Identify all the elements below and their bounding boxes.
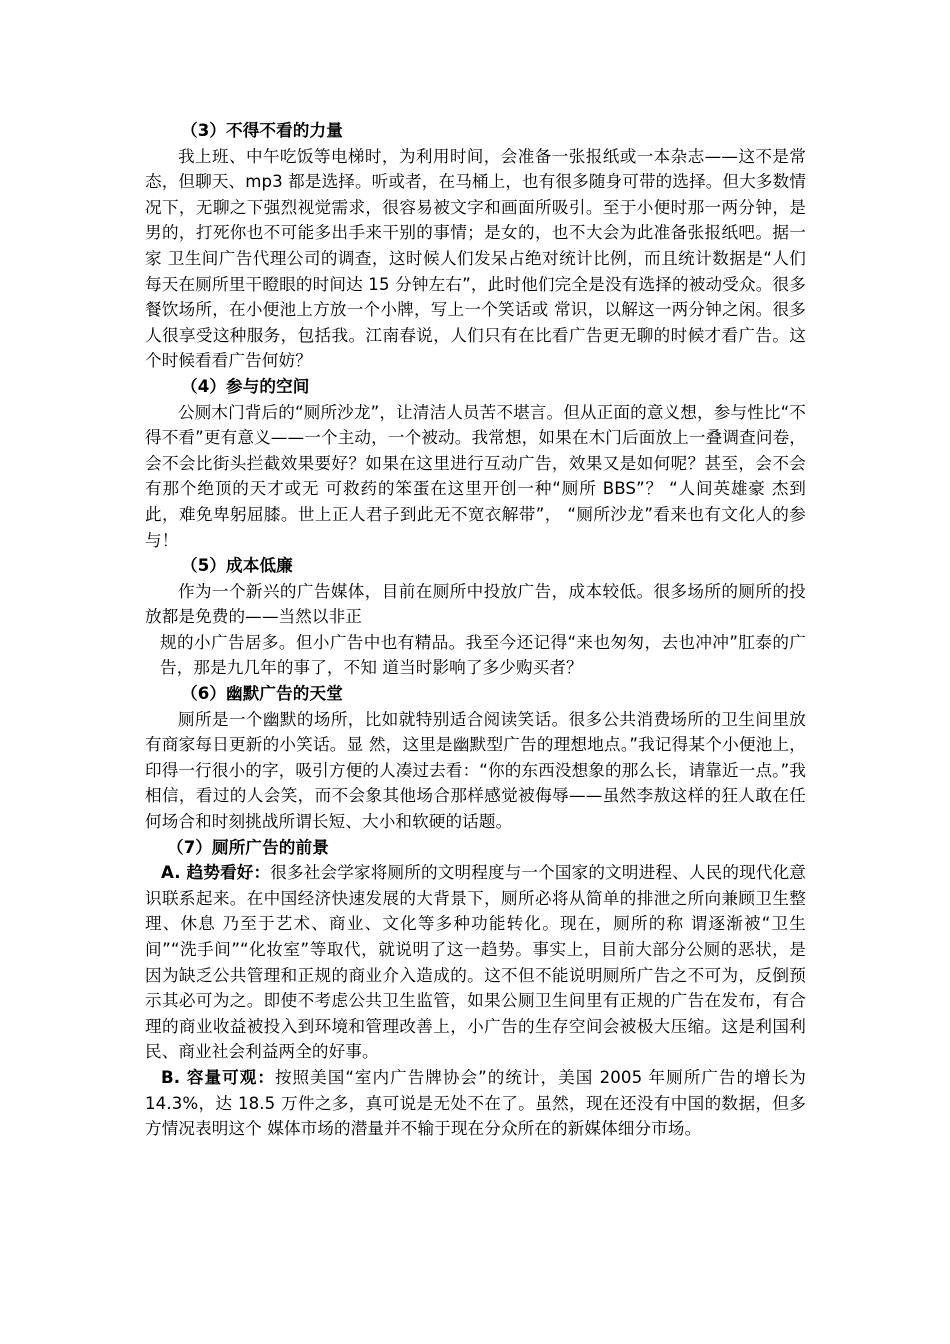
item-a-label: A. 趋势看好： — [161, 863, 271, 883]
section-5-paragraph-1: 作为一个新兴的广告媒体，目前在厕所中投放广告，成本较低。很多场所的厕所的投放都是免费的——当然以非正 — [145, 581, 806, 627]
section-6-paragraph: 厕所是一个幽默的场所，比如就特别适合阅读笑话。很多公共消费场所的卫生间里放有商家每日更新的小笑话。显 然，这里是幽默型广告的理想地点。”我记得某个小便池上，印得一行很小的字，吸引方便的人凑过去看：“你的东西没想象的那么长，请靠近一点。”我相信，看过的人会笑，而不会象其他场合那样感觉被侮辱——虽然李敖这样的狂人敢在任何场合和时刻挑战所谓长短、大小和软硬的话题。 — [145, 709, 806, 832]
section-7-item-a — [145, 860, 806, 1065]
section-6-heading: （6）幽默广告的天堂 — [181, 684, 343, 704]
section-7-item-b — [145, 1065, 806, 1142]
section-5-heading: （5）成本低廉 — [181, 556, 293, 576]
section-4-heading: （4）参与的空间 — [181, 376, 310, 396]
item-a-text: 很多社会学家将厕所的文明程度与一个国家的文明进程、人民的现代化意识联系起来。在中国经济快速发展的大背景下，厕所必将从简单的排泄之所向兼顾卫生整理、休息 乃至于艺术、商业、文化等多种功能转化。现在，厕所的称 谓逐渐被“卫生间”“洗手间”“化妆室”等取代，就说明了这一趋势。事实上，目前大部分公厕的恶状，是因为缺乏公共管理和正规的商业介入造成的。这不但不能说明厕所广告之不可为，反倒预示其必可为之。即使不考虑公共卫生监管，如果公厕卫生间里有正规的广告在发布，有合理的商业收益被投入到环境和管理改善上，小广告的生存空间会被极大压缩。这是利国利民、商业社会利益两全的好事。 — [145, 863, 807, 1062]
document-body — [145, 118, 806, 1142]
section-4-paragraph: 公厕木门背后的“厕所沙龙”，让清洁人员苦不堪言。但从正面的意义想，参与性比“不得不看”更有意义——一个主动，一个被动。我常想，如果在木门后面放上一叠调查问卷，会不会比街头拦截效果要好？如果在这里进行互动广告，效果又是如何呢？甚至，会不会有那个绝顶的天才或无 可救药的笨蛋在这里开创一种“厕所 BBS”？ “人间英雄豪 杰到此，难免卑躬屈膝。世上正人君子到此无不宽衣解带”， “厕所沙龙”看来也有文化人的参与！ — [145, 402, 806, 550]
section-3-paragraph: 我上班、中午吃饭等电梯时，为利用时间，会准备一张报纸或一本杂志——这不是常态，但聊天、mp3 都是选择。听或者，在马桶上，也有很多随身可带的选择。但大多数情况下，无聊之下强烈视觉需求，很容易被文字和画面所吸引。至于小便时那一两分钟，是男的，打死你也不可能多出手来干别的事情；是女的，也不大会为此准备张报纸吧。据一家 卫生间广告代理公司的调查，这时候人们发呆占绝对统计比例，而且统计数据是“人们每天在厕所里干瞪眼的时间达 15 分钟左右”，此时他们完全是没有选择的被动受众。很多餐饮场所，在小便池上方放一个小牌，写上一个笑话或 常识，以解这一两分钟之闲。很多人很享受这种服务，包括我。江南春说，人们只有在比看广告更无聊的时候才看广告。这个时候看看广告何妨？ — [145, 146, 806, 371]
item-b-text: 按照美国“室内广告牌协会”的统计，美国 2005 年厕所广告的增长为 14.3%，达 18.5 万件之多，真可说是无处不在了。虽然，现在还没有中国的数据，但多方情况表明这个 媒体市场的潜量并不输于现在分众所在的新媒体细分市场。 — [145, 1067, 807, 1139]
section-3-heading: （3）不得不看的力量 — [181, 121, 343, 140]
section-7-heading: （7）厕所广告的前景 — [167, 837, 329, 857]
item-b-label: B. 容量可观： — [161, 1067, 275, 1087]
section-5-paragraph-2: 规的小广告居多。但小广告中也有精品。我至今还记得“来也匆匆，去也冲冲”肛泰的广告，那是九几年的事了，不知 道当时影响了多少购买者？ — [160, 632, 806, 678]
